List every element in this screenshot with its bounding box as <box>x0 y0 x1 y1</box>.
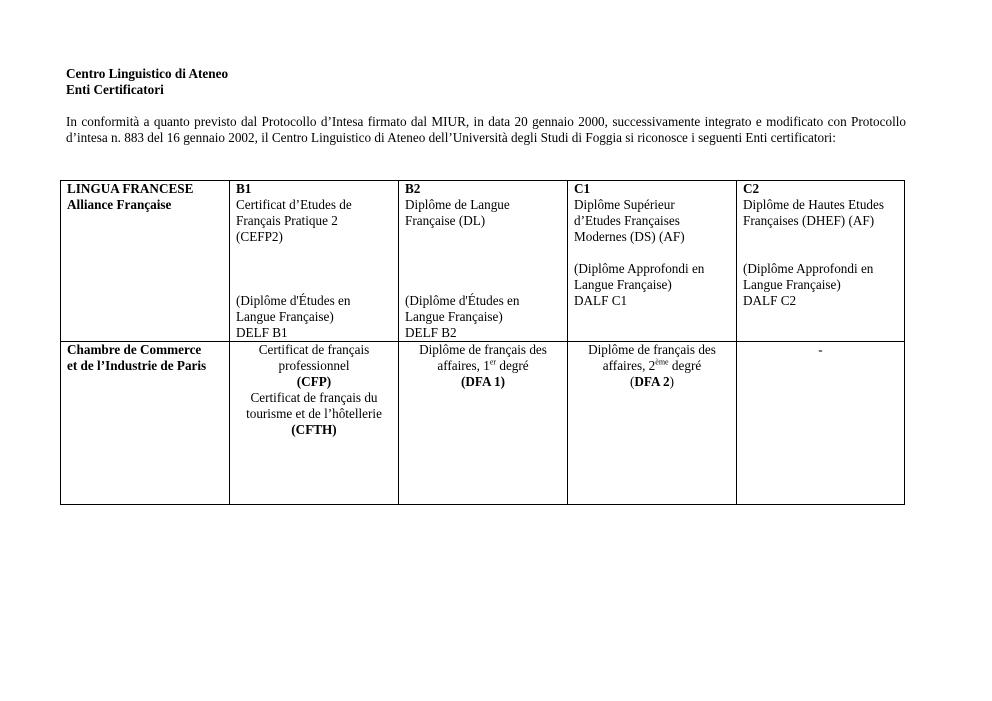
chambre-c1-code-open: ( <box>629 374 635 389</box>
chambre-c2-value: - <box>818 342 823 357</box>
alliance-b2-delf-line: Langue Française) <box>405 309 503 324</box>
alliance-c1-cell <box>568 181 737 342</box>
alliance-b2-delf-line: (Diplôme d'Études en <box>405 293 520 308</box>
chambre-c1-degree-suffix: degré <box>668 358 702 373</box>
alliance-b1-delf-line: DELF B1 <box>236 325 288 340</box>
alliance-c2-line: Diplôme de Hautes Etudes <box>743 197 884 212</box>
alliance-c2-line: Françaises (DHEF) (AF) <box>743 213 875 228</box>
chambre-c1-sup: ème <box>655 357 669 367</box>
header-b2: B2 <box>405 181 421 196</box>
chambre-c1-code-close: ) <box>669 374 675 389</box>
chambre-b2-cell <box>399 342 568 505</box>
alliance-c1-dalf-line: Langue Française) <box>574 277 672 292</box>
chambre-b1-line: Certificat de français du <box>250 390 378 405</box>
chambre-b2-sup: er <box>489 357 497 367</box>
chambre-c1-code-line <box>574 374 730 390</box>
chambre-b1-line: Certificat de français <box>258 342 370 357</box>
alliance-b1-cell <box>230 181 399 342</box>
chambre-b1-code-cfth: (CFTH) <box>291 422 337 437</box>
document-page <box>66 66 906 146</box>
alliance-name: Alliance Française <box>67 197 172 212</box>
chambre-b2-degree-text: affaires, 1 <box>437 358 490 373</box>
alliance-c1-line: d’Etudes Françaises <box>574 213 680 228</box>
header-c2: C2 <box>743 181 760 196</box>
chambre-b1-line: professionnel <box>278 358 350 373</box>
header-language <box>61 181 230 342</box>
intro-paragraph: In conformità a quanto previsto dal Protocollo d’Intesa firmato dal MIUR, in data 20 gennaio 2000, successivamente integrato e modificato con Protocollo d’intesa n. 883 del 16 gennaio 2002, il Centro Linguistico di Ateneo dell’Università degli Studi di Foggia si riconosce i seguenti Enti certificatori: <box>66 114 906 145</box>
alliance-c1-line: Modernes (DS) (AF) <box>574 229 685 244</box>
alliance-c1-line: Diplôme Supérieur <box>574 197 675 212</box>
chambre-name-cell <box>61 342 230 505</box>
header-b1: B1 <box>236 181 252 196</box>
alliance-b2-cell <box>399 181 568 342</box>
alliance-c2-cell <box>737 181 905 342</box>
chambre-c2-cell <box>737 342 905 505</box>
header-c1: C1 <box>574 181 591 196</box>
chambre-c1-line: Diplôme de français des <box>588 342 716 357</box>
chambre-b1-cell <box>230 342 399 505</box>
alliance-b1-line: Français Pratique 2 <box>236 213 338 228</box>
alliance-c2-dalf-line: Langue Française) <box>743 277 841 292</box>
chambre-b2-degree-suffix: degré <box>496 358 529 373</box>
alliance-b1-delf-line: Langue Française) <box>236 309 334 324</box>
chambre-c1-degree-text: affaires, 2 <box>602 358 656 373</box>
heading-line-1: Centro Linguistico di Ateneo <box>66 66 229 81</box>
alliance-b2-line: Française (DL) <box>405 213 486 228</box>
alliance-b1-line: Certificat d’Etudes de <box>236 197 352 212</box>
table-header-row <box>61 181 905 342</box>
chambre-b2-line: Diplôme de français des <box>419 342 547 357</box>
heading-line-2: Enti Certificatori <box>66 82 164 97</box>
alliance-c1-dalf-line: (Diplôme Approfondi en <box>574 261 705 276</box>
alliance-b1-line: (CEFP2) <box>236 229 283 244</box>
table-row-chambre <box>61 342 905 505</box>
chambre-b2-code: (DFA 1) <box>460 374 506 389</box>
chambre-c1-degree-line <box>574 358 730 374</box>
certifiers-table <box>60 180 905 505</box>
chambre-c1-code: DFA 2 <box>634 374 670 389</box>
chambre-name-line: et de l’Industrie de Paris <box>67 358 207 373</box>
alliance-c1-dalf-line: DALF C1 <box>574 293 628 308</box>
chambre-b1-line: tourisme et de l’hôtellerie <box>246 406 382 421</box>
header-language-label: LINGUA FRANCESE <box>67 181 194 196</box>
alliance-b2-line: Diplôme de Langue <box>405 197 510 212</box>
alliance-b2-delf-line: DELF B2 <box>405 325 457 340</box>
alliance-c2-dalf-line: DALF C2 <box>743 293 797 308</box>
chambre-b1-code-cfp: (CFP) <box>296 374 332 389</box>
alliance-c2-dalf-line: (Diplôme Approfondi en <box>743 261 874 276</box>
chambre-b2-degree-line <box>405 358 561 374</box>
chambre-name-line: Chambre de Commerce <box>67 342 202 357</box>
alliance-b1-delf-line: (Diplôme d'Études en <box>236 293 351 308</box>
chambre-c1-cell <box>568 342 737 505</box>
